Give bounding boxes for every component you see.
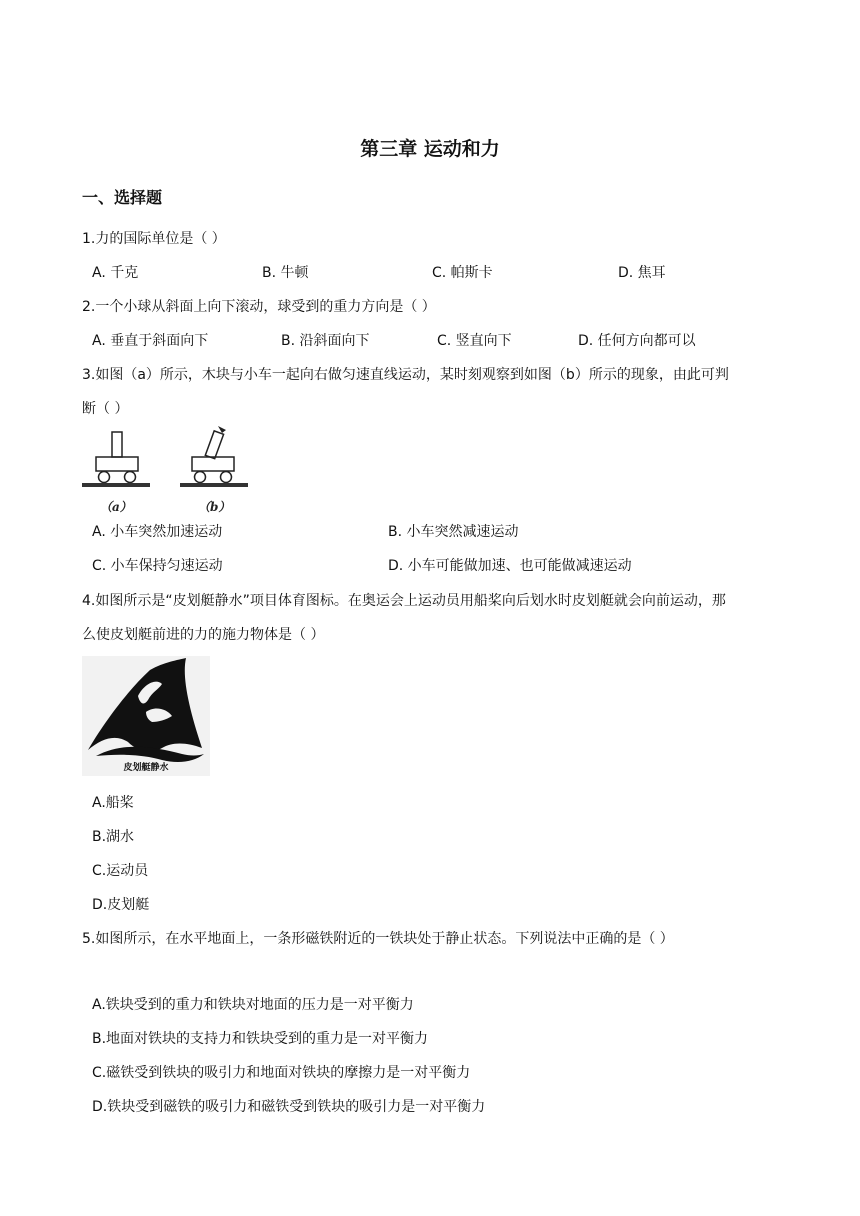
cart-block-figure: [82, 422, 252, 518]
question-5-option-b: B.地面对铁块的支持力和铁块受到的重力是一对平衡力: [92, 1031, 429, 1047]
question-1-option-d: D. 焦耳: [618, 265, 666, 281]
pictogram-caption: 皮划艇静水: [123, 763, 169, 773]
cart-a-diagram: [82, 432, 150, 487]
question-2-option-b: B. 沿斜面向下: [281, 333, 370, 349]
question-4-option-d: D.皮划艇: [92, 897, 150, 913]
question-2-option-a: A. 垂直于斜面向下: [92, 333, 209, 349]
question-1-option-b: B. 牛顿: [262, 265, 309, 281]
figure-b-label: （b）: [198, 500, 231, 514]
question-1-option-c: C. 帕斯卡: [432, 265, 493, 281]
question-2-option-c: C. 竖直向下: [437, 333, 512, 349]
section-heading: 一、选择题: [82, 188, 163, 207]
question-3-option-c: C. 小车保持匀速运动: [92, 558, 223, 574]
question-4-stem-line-2: 么使皮划艇前进的力的施力物体是（ ）: [82, 627, 325, 643]
question-5-option-c: C.磁铁受到铁块的吸引力和地面对铁块的摩擦力是一对平衡力: [92, 1065, 471, 1081]
page-title: 第三章 运动和力: [360, 138, 500, 160]
question-4-stem-line-1: 4.如图所示是“皮划艇静水”项目体育图标。在奥运会上运动员用船桨向后划水时皮划艇就会向前运动，那: [82, 593, 726, 609]
question-3-option-b: B. 小车突然减速运动: [388, 524, 519, 540]
question-2-option-d: D. 任何方向都可以: [578, 333, 696, 349]
question-3-option-a: A. 小车突然加速运动: [92, 524, 223, 540]
question-2-stem: 2.一个小球从斜面上向下滚动，球受到的重力方向是（ ）: [82, 299, 436, 315]
question-1-stem: 1.力的国际单位是（ ）: [82, 231, 226, 247]
question-3-stem-line-1: 3.如图（a）所示，木块与小车一起向右做匀速直线运动，某时刻观察到如图（b）所示的现象，由此可判: [82, 367, 729, 383]
question-5-stem: 5.如图所示，在水平地面上，一条形磁铁附近的一铁块处于静止状态。下列说法中正确的是（ ）: [82, 931, 674, 947]
question-3-option-d: D. 小车可能做加速、也可能做减速运动: [388, 558, 632, 574]
question-1-option-a: A. 千克: [92, 265, 139, 281]
question-4-option-b: B.湖水: [92, 829, 135, 845]
question-5-option-d: D.铁块受到磁铁的吸引力和磁铁受到铁块的吸引力是一对平衡力: [92, 1099, 486, 1115]
figure-a-label: （a）: [100, 500, 132, 514]
cart-b-diagram: [180, 426, 248, 487]
canoe-sprint-pictogram: [82, 656, 210, 776]
question-5-option-a: A.铁块受到的重力和铁块对地面的压力是一对平衡力: [92, 997, 414, 1013]
question-3-stem-line-2: 断（ ）: [82, 401, 129, 417]
question-4-option-a: A.船桨: [92, 795, 134, 811]
question-4-option-c: C.运动员: [92, 863, 149, 879]
